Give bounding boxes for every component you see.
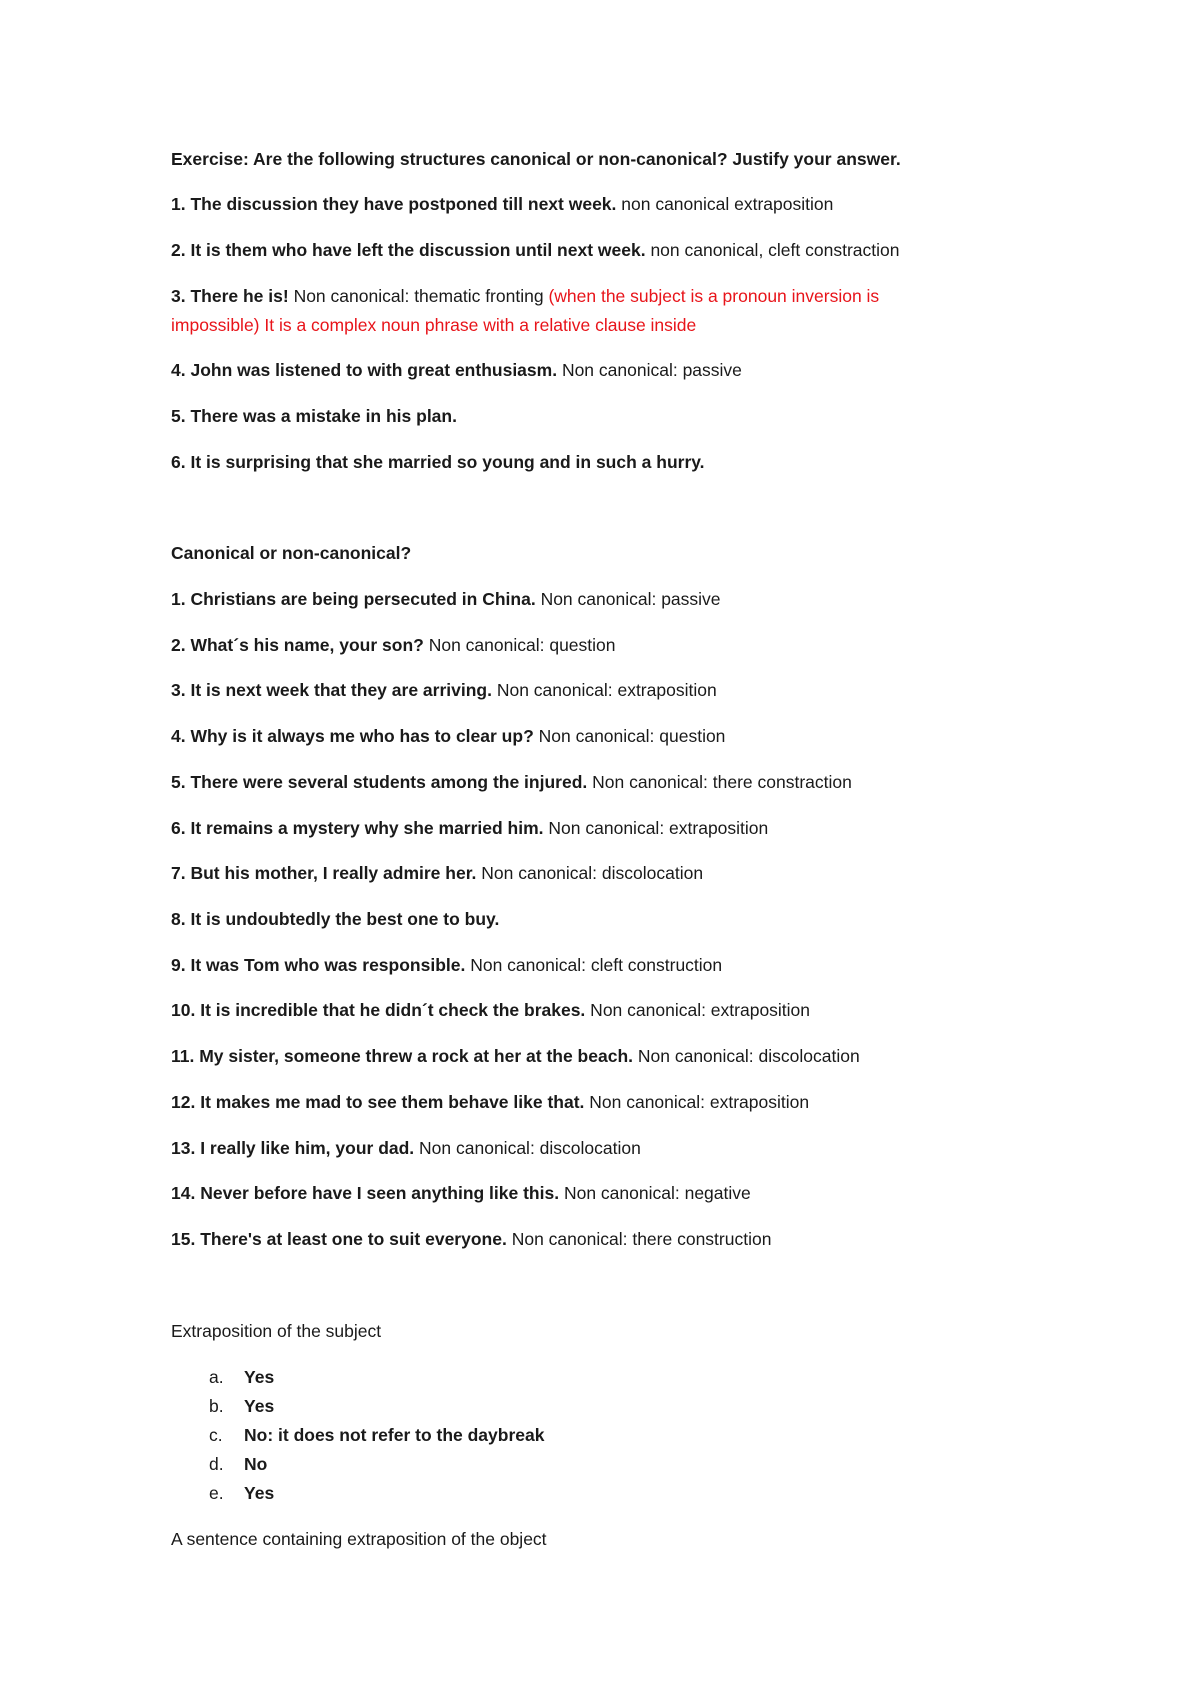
exercise1-item-6 — [171, 451, 705, 473]
item-question: There's at least one to suit everyone. — [200, 1229, 507, 1249]
list-text: Yes — [244, 1483, 275, 1503]
item-question: It makes me mad to see them behave like that. — [200, 1092, 585, 1112]
item-number: 3. — [171, 286, 191, 306]
item-number: 4. — [171, 726, 191, 746]
section-heading-canonical: Canonical or non-canonical? — [171, 543, 412, 563]
item-answer: Non canonical: discolocation — [476, 863, 704, 883]
list-marker: d. — [209, 1454, 224, 1474]
item-answer: Non canonical: passive — [535, 589, 721, 609]
item-answer: Non canonical: extraposition — [543, 818, 769, 838]
list-text: No — [244, 1454, 268, 1474]
exercise2-item-6 — [171, 817, 768, 839]
item-answer: Non canonical: extraposition — [491, 680, 717, 700]
item-answer: Non canonical: discolocation — [414, 1138, 641, 1158]
exercise1-item-3 — [171, 285, 879, 307]
item-number: 5. — [171, 772, 191, 792]
section-heading-extraposition: Extraposition of the subject — [171, 1321, 382, 1341]
item-question: It remains a mystery why she married him. — [190, 818, 544, 838]
item-answer: Non canonical: extraposition — [584, 1092, 810, 1112]
item-question: My sister, someone threw a rock at her at the beach. — [199, 1046, 634, 1066]
item-number: 10. — [171, 1000, 201, 1020]
item-answer: Non canonical: question — [423, 635, 616, 655]
list-text: No: it does not refer to the daybreak — [244, 1425, 545, 1445]
item-number: 1. — [171, 589, 191, 609]
item-answer: Non canonical: there constraction — [587, 772, 852, 792]
item-question: The discussion they have postponed till next week. — [190, 194, 617, 214]
item-number: 9. — [171, 955, 191, 975]
item-answer: Non canonical: cleft construction — [465, 955, 723, 975]
item-number: 7. — [171, 863, 191, 883]
item-question: Why is it always me who has to clear up? — [190, 726, 534, 746]
list-item — [209, 1482, 274, 1504]
item-question: There he is! — [190, 286, 289, 306]
list-text: Yes — [244, 1367, 275, 1387]
exercise1-item-1 — [171, 193, 833, 215]
list-marker: e. — [209, 1483, 224, 1503]
list-item — [209, 1366, 274, 1388]
item-number: 6. — [171, 818, 191, 838]
list-marker: c. — [209, 1425, 223, 1445]
item-question: Never before have I seen anything like this. — [200, 1183, 560, 1203]
list-item — [209, 1395, 274, 1417]
exercise2-item-10 — [171, 999, 810, 1021]
exercise2-item-9 — [171, 954, 722, 976]
item-question: It is undoubtedly the best one to buy. — [190, 909, 500, 929]
item-question: It is surprising that she married so young and in such a hurry. — [190, 452, 705, 472]
item-number: 15. — [171, 1229, 201, 1249]
exercise2-item-1 — [171, 588, 721, 610]
item-number: 14. — [171, 1183, 201, 1203]
exercise2-item-7 — [171, 862, 703, 884]
exercise2-item-3 — [171, 679, 717, 701]
item-number: 8. — [171, 909, 191, 929]
exercise-heading: Exercise: Are the following structures canonical or non-canonical? Justify your answer. — [171, 149, 901, 169]
exercise1-item-5 — [171, 405, 457, 427]
item-answer: non canonical extraposition — [616, 194, 834, 214]
exercise2-item-12 — [171, 1091, 809, 1113]
list-text: Yes — [244, 1396, 275, 1416]
item-answer: Non canonical: passive — [557, 360, 742, 380]
item-answer: non canonical, cleft constraction — [645, 240, 900, 260]
item-number: 1. — [171, 194, 191, 214]
exercise2-item-11 — [171, 1045, 860, 1067]
item-number: 5. — [171, 406, 191, 426]
item-number: 4. — [171, 360, 191, 380]
exercise1-item-4 — [171, 359, 742, 381]
item-number: 6. — [171, 452, 191, 472]
item-question: It is next week that they are arriving. — [190, 680, 492, 700]
item-number: 2. — [171, 635, 191, 655]
item-answer: Non canonical: question — [533, 726, 726, 746]
item-question: What´s his name, your son? — [190, 635, 424, 655]
exercise2-item-15 — [171, 1228, 771, 1250]
exercise2-item-5 — [171, 771, 852, 793]
exercise1-item-3-note: impossible) It is a complex noun phrase with a relative clause inside — [171, 315, 697, 335]
item-number: 3. — [171, 680, 191, 700]
list-item — [209, 1453, 267, 1475]
list-marker: b. — [209, 1396, 224, 1416]
item-answer: Non canonical: extraposition — [585, 1000, 811, 1020]
exercise2-item-13 — [171, 1137, 641, 1159]
item-number: 2. — [171, 240, 191, 260]
exercise2-item-8 — [171, 908, 499, 930]
item-number: 12. — [171, 1092, 201, 1112]
item-answer: Non canonical: thematic fronting — [288, 286, 549, 306]
footer-text: A sentence containing extraposition of the object — [171, 1529, 547, 1549]
item-question: There was a mistake in his plan. — [190, 406, 457, 426]
item-number: 11. — [171, 1046, 200, 1066]
item-question: It is incredible that he didn´t check the brakes. — [200, 1000, 586, 1020]
item-number: 13. — [171, 1138, 201, 1158]
list-marker: a. — [209, 1367, 224, 1387]
item-question: There were several students among the injured. — [190, 772, 588, 792]
exercise2-item-4 — [171, 725, 725, 747]
item-question: It is them who have left the discussion until next week. — [190, 240, 646, 260]
item-question: Christians are being persecuted in China. — [190, 589, 536, 609]
item-question: I really like him, your dad. — [200, 1138, 415, 1158]
item-answer: Non canonical: discolocation — [633, 1046, 860, 1066]
exercise2-item-2 — [171, 634, 616, 656]
item-question: John was listened to with great enthusiasm. — [190, 360, 558, 380]
exercise2-item-14 — [171, 1182, 751, 1204]
item-question: It was Tom who was responsible. — [190, 955, 466, 975]
exercise1-item-2 — [171, 239, 899, 261]
item-note: (when the subject is a pronoun inversion is — [548, 286, 880, 306]
list-item — [209, 1424, 544, 1446]
item-answer: Non canonical: negative — [559, 1183, 751, 1203]
item-question: But his mother, I really admire her. — [190, 863, 477, 883]
item-answer: Non canonical: there construction — [506, 1229, 772, 1249]
